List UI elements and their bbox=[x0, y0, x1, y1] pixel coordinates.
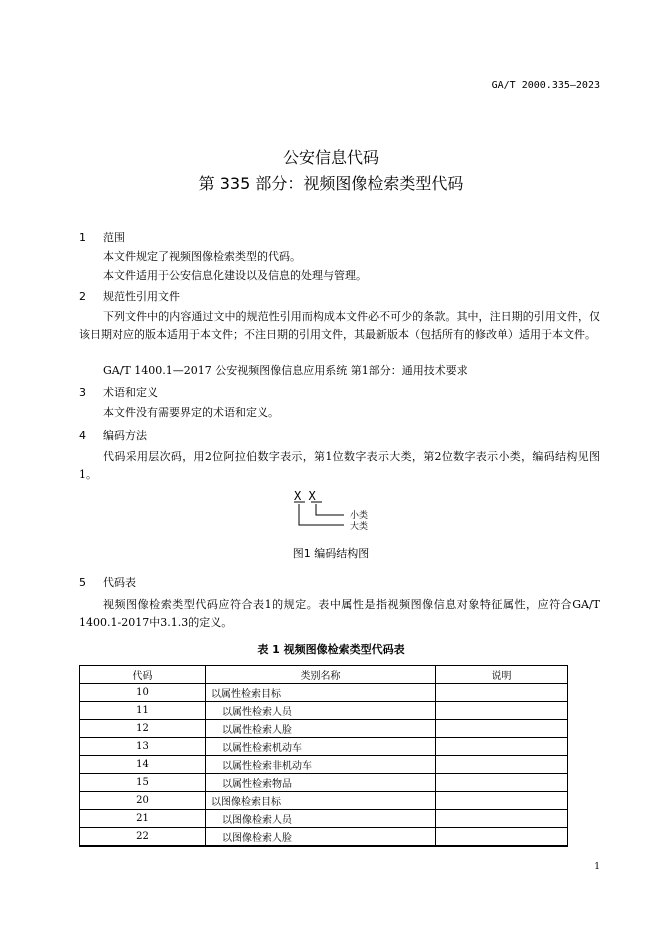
code-cell: 22 bbox=[80, 828, 206, 847]
table-row bbox=[80, 774, 568, 792]
section-number: 2 bbox=[79, 290, 86, 303]
large-class-label: 大类 bbox=[350, 522, 369, 532]
table-row bbox=[80, 702, 568, 720]
section-2-reference: GA/T 1400.1—2017 公安视频图像信息应用系统 第1部分：通用技术要求 bbox=[103, 364, 468, 377]
code-structure-diagram bbox=[280, 486, 390, 536]
note-cell bbox=[436, 774, 568, 792]
name-cell: 以属性检索目标 bbox=[206, 684, 436, 702]
table-row bbox=[80, 720, 568, 738]
note-cell bbox=[436, 720, 568, 738]
section-1-para-1: 本文件规定了视频图像检索类型的代码。 bbox=[103, 250, 301, 263]
col-header-name: 类别名称 bbox=[206, 666, 436, 684]
name-cell: 以属性检索机动车 bbox=[206, 738, 436, 756]
section-4-heading bbox=[79, 428, 147, 444]
table-row bbox=[80, 828, 568, 847]
section-1-para-2: 本文件适用于公安信息化建设以及信息的处理与管理。 bbox=[103, 269, 367, 282]
note-cell bbox=[436, 756, 568, 774]
table-header-row bbox=[80, 666, 568, 684]
code-cell: 14 bbox=[80, 756, 206, 774]
name-cell: 以属性检索非机动车 bbox=[206, 756, 436, 774]
section-4-para-1: 代码采用层次码，用2位阿拉伯数字表示，第1位数字表示大类，第2位数字表示小类，编码结构见图1。 bbox=[79, 450, 600, 481]
code-cell: 11 bbox=[80, 702, 206, 720]
note-cell bbox=[436, 738, 568, 756]
section-3-heading bbox=[79, 385, 158, 401]
section-title: 编码方法 bbox=[103, 429, 147, 442]
col-header-note: 说明 bbox=[436, 666, 568, 684]
page-number: 1 bbox=[594, 862, 600, 872]
small-class-connector bbox=[316, 504, 344, 515]
section-title: 术语和定义 bbox=[103, 386, 158, 399]
table-row bbox=[80, 810, 568, 828]
section-2-heading bbox=[79, 289, 180, 305]
name-cell: 以属性检索物品 bbox=[206, 774, 436, 792]
table-row bbox=[80, 738, 568, 756]
section-number: 1 bbox=[79, 231, 86, 244]
name-cell: 以图像检索目标 bbox=[206, 792, 436, 810]
standard-number: GA/T 2000.335—2023 bbox=[491, 80, 600, 91]
name-cell: 以图像检索人脸 bbox=[206, 828, 436, 847]
code-table bbox=[79, 665, 568, 847]
document-title: 公安信息代码 bbox=[282, 148, 379, 167]
figure-caption: 图1 编码结构图 bbox=[292, 547, 370, 560]
table-row bbox=[80, 792, 568, 810]
name-cell: 以属性检索人脸 bbox=[206, 720, 436, 738]
table-row bbox=[80, 756, 568, 774]
note-cell bbox=[436, 828, 568, 847]
col-header-code: 代码 bbox=[80, 666, 206, 684]
code-marks: X X bbox=[294, 489, 316, 503]
code-cell: 12 bbox=[80, 720, 206, 738]
document-subtitle: 第 335 部分：视频图像检索类型代码 bbox=[198, 174, 464, 193]
code-cell: 10 bbox=[80, 684, 206, 702]
section-number: 5 bbox=[79, 576, 86, 589]
section-number: 3 bbox=[79, 386, 86, 399]
section-1-heading bbox=[79, 230, 125, 246]
code-cell: 15 bbox=[80, 774, 206, 792]
note-cell bbox=[436, 810, 568, 828]
name-cell: 以图像检索人员 bbox=[206, 810, 436, 828]
code-cell: 13 bbox=[80, 738, 206, 756]
note-cell bbox=[436, 684, 568, 702]
section-title: 代码表 bbox=[103, 576, 136, 589]
code-cell: 21 bbox=[80, 810, 206, 828]
note-cell bbox=[436, 792, 568, 810]
table-caption: 表 1 视频图像检索类型代码表 bbox=[257, 643, 405, 656]
section-number: 4 bbox=[79, 429, 86, 442]
name-cell: 以属性检索人员 bbox=[206, 702, 436, 720]
section-5-heading bbox=[79, 575, 136, 591]
section-title: 范围 bbox=[103, 231, 125, 244]
code-structure-figure bbox=[280, 486, 390, 536]
section-title: 规范性引用文件 bbox=[103, 290, 180, 303]
note-cell bbox=[436, 702, 568, 720]
section-3-para-1: 本文件没有需要界定的术语和定义。 bbox=[103, 406, 279, 419]
code-cell: 20 bbox=[80, 792, 206, 810]
small-class-label: 小类 bbox=[350, 511, 369, 521]
table-row bbox=[80, 684, 568, 702]
section-2-para-1: 下列文件中的内容通过文中的规范性引用而构成本文件必不可少的条款。其中，注日期的引用文件，仅该日期对应的版本适用于本文件；不注日期的引用文件，其最新版本（包括所有的修改单）适用于本文件。 bbox=[79, 310, 600, 341]
section-5-para-1: 视频图像检索类型代码应符合表1的规定。表中属性是指视频图像信息对象特征属性，应符合GA/T 1400.1-2017中3.1.3的定义。 bbox=[79, 598, 600, 629]
